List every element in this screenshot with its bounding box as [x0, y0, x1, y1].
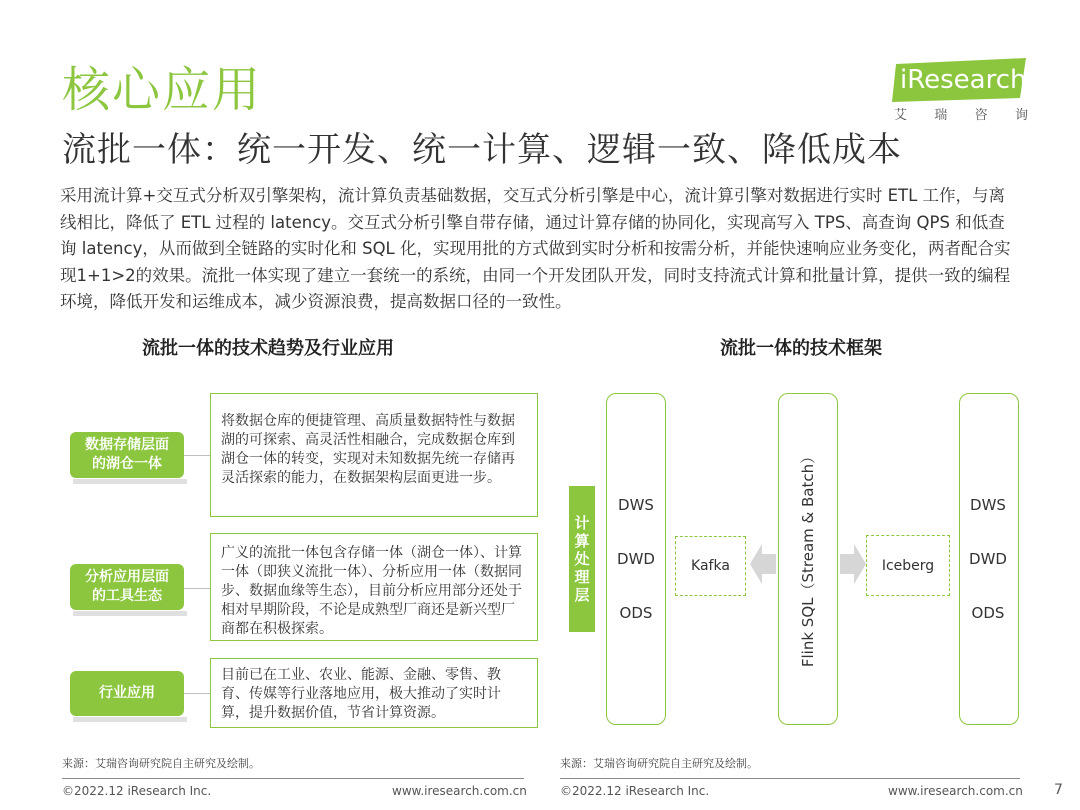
intro-paragraph: 采用流计算+交互式分析双引擎架构，流计算负责基础数据，交互式分析引擎是中心，流计算引擎对数据进行实时 ETL 工作，与离线相比，降低了 ETL 过程的 latency。交互式分析引擎自带存储，通过计算存储的协同化，实现高写入 TPS、高查询 QPS 和低查询 latency，从而做到全链路的实时化和 SQL 化，实现用批的方式做到实时分析和按需分析，并能快速响应业务变化，两者配合实现1+1>2的效果。流批一体实现了建立一套统一的系统，由同一个开发团队开发，同时支持流式计算和批量计算，提供一致的编程环境，降低开发和运维成本，减少资源浪费，提高数据口径的一致性。: [60, 186, 1011, 311]
tag-industry-application: [70, 671, 184, 716]
text-box-tool-ecosystem: [210, 533, 538, 641]
layer-dws-left: DWS: [618, 496, 654, 514]
layer-dwd-left: DWD: [617, 550, 655, 568]
layer-bar-char: 理: [574, 568, 590, 586]
tag-tool-ecosystem: [70, 564, 184, 610]
text-box-lakehouse: [210, 393, 538, 517]
tag-line: 行业应用: [99, 685, 155, 701]
logo-subtitle: [894, 104, 1028, 123]
row-text: 将数据仓库的便捷管理、高质量数据特性与数据湖的可探索、高灵活性相融合，完成数据仓库到湖仓一体的转变，实现对未知数据先统一存储再灵活探索的能力，在数据架构层面更进一步。: [221, 413, 515, 486]
copyright-left: ©2022.12 iResearch Inc.: [62, 784, 212, 798]
row-text: 目前已在工业、农业、能源、金融、零售、教育、传媒等行业落地应用，极大推动了实时计算，提升数据价值，节省计算资源。: [221, 667, 501, 721]
tag-shadow: [73, 479, 187, 484]
layer-bar-char: 算: [574, 532, 590, 550]
flink-sql-label: Flink SQL（Stream & Batch）: [799, 448, 817, 668]
source-note-left: 来源：艾瑞咨询研究院自主研究及绘制。: [62, 757, 260, 770]
iceberg-label: Iceberg: [881, 557, 935, 574]
layer-dwd-right: DWD: [969, 550, 1007, 568]
tag-shadow: [73, 717, 187, 722]
kafka-label: Kafka: [691, 558, 730, 574]
connector-line: [184, 455, 210, 456]
logo-sub-char: 艾: [894, 108, 908, 123]
logo-sub-char: 咨: [974, 108, 988, 123]
url-left: www.iresearch.com.cn: [392, 784, 527, 798]
text-box-industry-application: [210, 658, 538, 728]
layer-bar-char: 处: [574, 550, 590, 568]
iceberg-box: [866, 535, 950, 596]
footer-rule-left: [62, 778, 524, 779]
logo-sub-char: 询: [1014, 108, 1028, 123]
source-note-right: 来源：艾瑞咨询研究院自主研究及绘制。: [560, 757, 758, 770]
layer-bar-char: 计: [574, 514, 590, 532]
layer-ods-right: ODS: [971, 604, 1005, 622]
tag-line: 分析应用层面: [85, 569, 169, 585]
left-section-heading: 流批一体的技术趋势及行业应用: [142, 338, 394, 359]
tag-line: 数据存储层面: [85, 437, 169, 453]
page-title: 核心应用: [62, 62, 263, 118]
tag-shadow: [73, 611, 187, 616]
logo-sub-char: 瑞: [934, 108, 948, 123]
row-text: 广义的流批一体包含存储一体（湖仓一体）、计算一体（即狭义流批一体）、分析应用一体（数据同步、数据血缘等生态），目前分析应用部分还处于相对早期阶段，不论是成熟型厂商还是新兴型厂商都在积极探索。: [221, 545, 522, 637]
tag-lakehouse: [70, 432, 184, 478]
right-section-heading: 流批一体的技术框架: [720, 338, 882, 359]
connector-line: [184, 693, 210, 694]
tag-line: 的工具生态: [92, 588, 162, 604]
page-number: 7: [1054, 782, 1063, 798]
layer-ods-left: ODS: [619, 604, 653, 622]
footer-rule-right: [560, 778, 1020, 779]
layer-bar-char: 层: [574, 586, 590, 604]
arrow-right-icon: [840, 538, 866, 590]
arrow-left-icon: [750, 538, 776, 590]
connector-line: [184, 588, 210, 589]
tag-line: 的湖仓一体: [92, 456, 162, 472]
kafka-box: [675, 536, 746, 596]
copyright-right: ©2022.12 iResearch Inc.: [560, 784, 710, 798]
compute-layer-bar: [569, 486, 595, 632]
layer-dws-right: DWS: [970, 496, 1006, 514]
logo-wordmark: iResearch: [900, 65, 1027, 95]
url-right: www.iresearch.com.cn: [888, 784, 1023, 798]
page-subtitle: 流批一体：统一开发、统一计算、逻辑一致、降低成本: [62, 130, 902, 170]
